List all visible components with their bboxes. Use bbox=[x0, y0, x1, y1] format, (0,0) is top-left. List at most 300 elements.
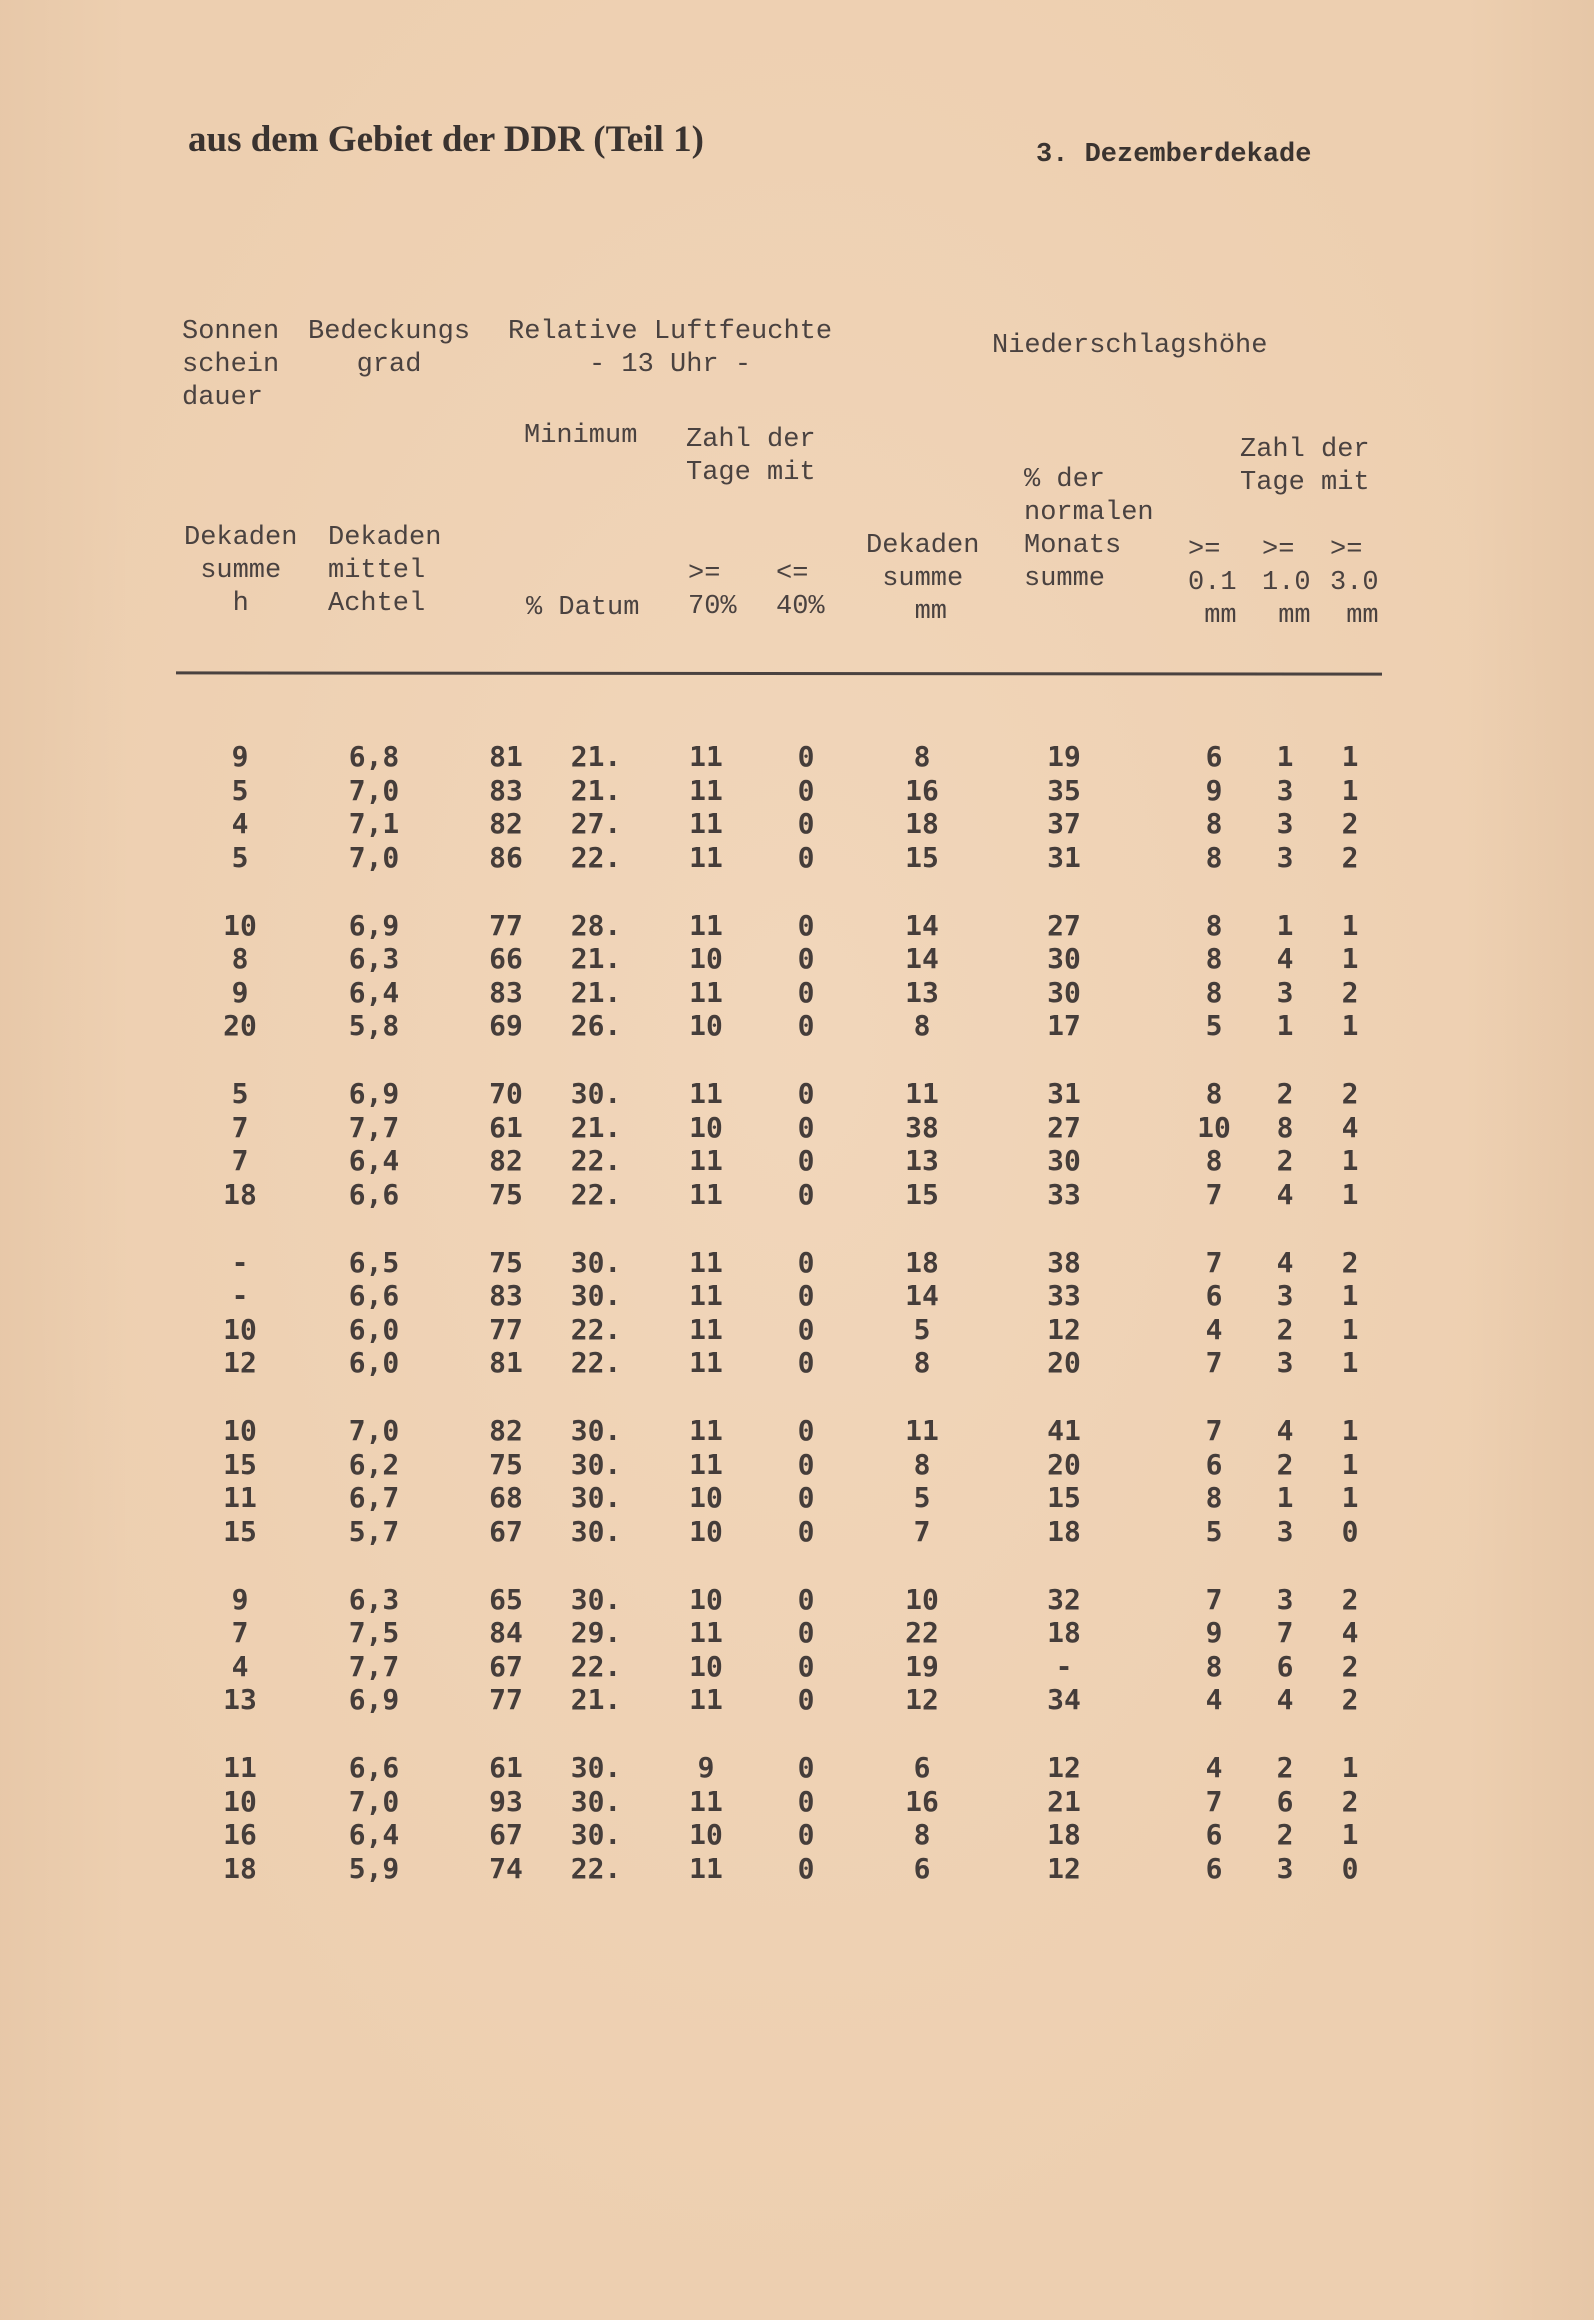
cell-bedeckung-mittel: 7,0 bbox=[348, 840, 400, 874]
cell-tage-ge01: 6 bbox=[1205, 1818, 1223, 1852]
cell-tage-ge70: 11 bbox=[689, 908, 723, 942]
cell-prozent-normal: 18 bbox=[1047, 1616, 1081, 1650]
cell-tage-ge10: 1 bbox=[1276, 740, 1294, 773]
header-niederschlag: Niederschlagshöhe bbox=[992, 331, 1268, 361]
cell-sonnen-summe: 5 bbox=[231, 840, 249, 874]
cell-tage-le40: 0 bbox=[797, 942, 815, 976]
cell-nied-summe: 15 bbox=[905, 840, 939, 874]
cell-prozent-normal: 33 bbox=[1047, 1177, 1081, 1211]
cell-prozent-normal: 30 bbox=[1047, 975, 1081, 1009]
cell-sonnen-summe: 8 bbox=[231, 942, 249, 976]
cell-prozent-normal: 12 bbox=[1047, 1751, 1081, 1784]
cell-tage-le40: 0 bbox=[797, 1851, 815, 1885]
cell-tage-ge01: 5 bbox=[1205, 1514, 1223, 1548]
cell-tage-le40: 0 bbox=[797, 1616, 815, 1650]
cell-tage-ge70: 9 bbox=[697, 1751, 715, 1784]
cell-nied-summe: 16 bbox=[905, 1784, 939, 1818]
cell-tage-ge10: 4 bbox=[1276, 1414, 1294, 1447]
cell-tage-ge30: 1 bbox=[1341, 1144, 1359, 1178]
cell-minimum-datum: 30. bbox=[570, 1818, 622, 1852]
cell-nied-summe: 16 bbox=[905, 773, 939, 807]
cell-minimum-datum: 30. bbox=[570, 1582, 622, 1616]
header-bedeckung: Bedeckungs grad bbox=[308, 317, 471, 380]
header-ge30: >= 3.0 mm bbox=[1330, 535, 1379, 631]
cell-minimum-prozent: 69 bbox=[489, 1009, 523, 1043]
cell-tage-ge70: 11 bbox=[689, 1851, 723, 1885]
cell-tage-ge10: 3 bbox=[1276, 1851, 1294, 1885]
cell-minimum-prozent: 75 bbox=[489, 1447, 523, 1481]
cell-bedeckung-mittel: 6,0 bbox=[348, 1346, 400, 1380]
cell-tage-ge30: 1 bbox=[1341, 1751, 1359, 1784]
cell-minimum-datum: 30. bbox=[570, 1077, 622, 1110]
cell-tage-ge01: 7 bbox=[1205, 1582, 1223, 1616]
cell-minimum-datum: 22. bbox=[570, 840, 622, 874]
cell-tage-le40: 0 bbox=[797, 1751, 815, 1784]
cell-bedeckung-mittel: 7,0 bbox=[348, 1414, 400, 1447]
cell-tage-ge70: 10 bbox=[689, 942, 723, 976]
cell-minimum-prozent: 82 bbox=[489, 1144, 523, 1178]
cell-bedeckung-mittel: 5,9 bbox=[348, 1851, 400, 1885]
cell-prozent-normal: 30 bbox=[1047, 942, 1081, 976]
cell-tage-ge30: 1 bbox=[1341, 908, 1359, 942]
cell-sonnen-summe: - bbox=[231, 1279, 249, 1313]
cell-prozent-normal: 17 bbox=[1047, 1009, 1081, 1043]
cell-nied-summe: 5 bbox=[913, 1481, 931, 1515]
cell-prozent-normal: 15 bbox=[1047, 1481, 1081, 1515]
cell-prozent-normal: 20 bbox=[1047, 1447, 1081, 1481]
cell-minimum-prozent: 67 bbox=[489, 1649, 523, 1683]
cell-bedeckung-mittel: 6,9 bbox=[348, 1077, 400, 1110]
cell-nied-summe: 6 bbox=[913, 1851, 931, 1885]
cell-minimum-datum: 22. bbox=[570, 1144, 622, 1178]
cell-minimum-datum: 30. bbox=[570, 1784, 622, 1818]
cell-nied-summe: 11 bbox=[905, 1077, 939, 1110]
cell-tage-le40: 0 bbox=[797, 1514, 815, 1548]
header-prozent-datum: % Datum bbox=[526, 593, 640, 623]
cell-nied-summe: 13 bbox=[905, 975, 939, 1009]
cell-minimum-datum: 30. bbox=[570, 1414, 622, 1447]
cell-minimum-prozent: 61 bbox=[489, 1751, 523, 1784]
cell-minimum-prozent: 93 bbox=[489, 1784, 523, 1818]
cell-tage-ge30: 2 bbox=[1341, 975, 1359, 1009]
cell-tage-ge01: 8 bbox=[1205, 942, 1223, 976]
cell-nied-summe: 8 bbox=[913, 740, 931, 773]
cell-prozent-normal: 27 bbox=[1047, 1110, 1081, 1144]
cell-nied-summe: 14 bbox=[905, 942, 939, 976]
cell-prozent-normal: 37 bbox=[1047, 807, 1081, 841]
cell-tage-ge10: 2 bbox=[1276, 1144, 1294, 1178]
cell-minimum-prozent: 83 bbox=[489, 1279, 523, 1313]
cell-tage-ge01: 7 bbox=[1205, 1177, 1223, 1211]
cell-tage-ge70: 10 bbox=[689, 1818, 723, 1852]
cell-tage-ge01: 6 bbox=[1205, 1279, 1223, 1313]
cell-bedeckung-mittel: 6,4 bbox=[348, 975, 400, 1009]
cell-tage-ge01: 8 bbox=[1205, 1144, 1223, 1178]
cell-bedeckung-mittel: 6,4 bbox=[348, 1144, 400, 1178]
cell-nied-summe: 13 bbox=[905, 1144, 939, 1178]
cell-tage-le40: 0 bbox=[797, 1818, 815, 1852]
cell-prozent-normal: 12 bbox=[1047, 1851, 1081, 1885]
cell-nied-summe: 14 bbox=[905, 1279, 939, 1313]
cell-minimum-prozent: 65 bbox=[489, 1582, 523, 1616]
cell-sonnen-summe: 7 bbox=[231, 1616, 249, 1650]
cell-nied-summe: 5 bbox=[913, 1312, 931, 1346]
cell-minimum-datum: 22. bbox=[570, 1851, 622, 1885]
cell-tage-ge70: 10 bbox=[689, 1110, 723, 1144]
cell-sonnen-summe: 18 bbox=[223, 1177, 257, 1211]
cell-tage-le40: 0 bbox=[797, 840, 815, 874]
cell-minimum-prozent: 61 bbox=[489, 1110, 523, 1144]
cell-tage-ge10: 1 bbox=[1276, 908, 1294, 942]
cell-tage-le40: 0 bbox=[797, 1245, 815, 1279]
cell-tage-ge01: 7 bbox=[1205, 1784, 1223, 1818]
cell-minimum-datum: 30. bbox=[570, 1751, 622, 1784]
cell-sonnen-summe: 18 bbox=[223, 1851, 257, 1885]
cell-prozent-normal: 21 bbox=[1047, 1784, 1081, 1818]
cell-nied-summe: 8 bbox=[913, 1447, 931, 1481]
cell-minimum-prozent: 70 bbox=[489, 1077, 523, 1110]
cell-minimum-prozent: 75 bbox=[489, 1177, 523, 1211]
cell-nied-summe: 12 bbox=[905, 1683, 939, 1717]
cell-minimum-datum: 21. bbox=[570, 1110, 622, 1144]
cell-sonnen-summe: 5 bbox=[231, 773, 249, 807]
cell-minimum-datum: 26. bbox=[570, 1009, 622, 1043]
cell-prozent-normal: 31 bbox=[1047, 840, 1081, 874]
cell-minimum-datum: 21. bbox=[570, 773, 622, 807]
cell-minimum-prozent: 74 bbox=[489, 1851, 523, 1885]
header-le40: <= 40% bbox=[776, 559, 825, 622]
cell-nied-summe: 7 bbox=[913, 1514, 931, 1548]
cell-minimum-prozent: 75 bbox=[489, 1245, 523, 1279]
cell-sonnen-summe: 4 bbox=[231, 807, 249, 841]
cell-tage-ge01: 5 bbox=[1205, 1009, 1223, 1043]
cell-tage-ge70: 11 bbox=[689, 975, 723, 1009]
cell-minimum-datum: 30. bbox=[570, 1514, 622, 1548]
cell-minimum-datum: 21. bbox=[570, 740, 622, 773]
cell-tage-ge01: 4 bbox=[1205, 1751, 1223, 1784]
cell-tage-ge01: 6 bbox=[1205, 740, 1223, 773]
cell-sonnen-summe: 13 bbox=[223, 1683, 257, 1717]
cell-tage-ge70: 11 bbox=[689, 1312, 723, 1346]
cell-minimum-datum: 22. bbox=[570, 1649, 622, 1683]
cell-nied-summe: 14 bbox=[905, 908, 939, 942]
cell-tage-ge10: 3 bbox=[1276, 1279, 1294, 1313]
cell-tage-ge01: 8 bbox=[1205, 840, 1223, 874]
cell-tage-ge10: 2 bbox=[1276, 1818, 1294, 1852]
cell-minimum-prozent: 77 bbox=[489, 1683, 523, 1717]
cell-prozent-normal: 12 bbox=[1047, 1312, 1081, 1346]
cell-bedeckung-mittel: 7,0 bbox=[348, 1784, 400, 1818]
cell-sonnen-summe: 20 bbox=[223, 1009, 257, 1043]
cell-tage-ge10: 6 bbox=[1276, 1784, 1294, 1818]
cell-tage-ge01: 9 bbox=[1205, 773, 1223, 807]
cell-bedeckung-mittel: 7,1 bbox=[348, 807, 400, 841]
cell-minimum-prozent: 82 bbox=[489, 807, 523, 841]
cell-tage-ge70: 11 bbox=[689, 1414, 723, 1447]
cell-tage-ge10: 4 bbox=[1276, 1683, 1294, 1717]
cell-sonnen-summe: 11 bbox=[223, 1751, 257, 1784]
cell-tage-ge01: 4 bbox=[1205, 1683, 1223, 1717]
cell-minimum-datum: 21. bbox=[570, 1683, 622, 1717]
header-ge01: >= 0.1 mm bbox=[1188, 535, 1237, 631]
cell-prozent-normal: 18 bbox=[1047, 1818, 1081, 1852]
cell-minimum-prozent: 67 bbox=[489, 1818, 523, 1852]
cell-tage-ge30: 1 bbox=[1341, 1447, 1359, 1481]
cell-tage-ge70: 10 bbox=[689, 1009, 723, 1043]
cell-bedeckung-mittel: 6,3 bbox=[348, 942, 400, 976]
cell-tage-ge30: 1 bbox=[1341, 942, 1359, 976]
cell-bedeckung-mittel: 7,5 bbox=[348, 1616, 400, 1650]
cell-tage-ge30: 1 bbox=[1341, 1481, 1359, 1515]
cell-minimum-datum: 30. bbox=[570, 1279, 622, 1313]
cell-bedeckung-mittel: 5,8 bbox=[348, 1009, 400, 1043]
cell-tage-ge01: 9 bbox=[1205, 1616, 1223, 1650]
cell-prozent-normal: 34 bbox=[1047, 1683, 1081, 1717]
header-minimum: Minimum bbox=[524, 421, 638, 451]
cell-tage-ge30: 2 bbox=[1341, 1649, 1359, 1683]
cell-prozent-normal: 33 bbox=[1047, 1279, 1081, 1313]
cell-tage-le40: 0 bbox=[797, 807, 815, 841]
cell-minimum-datum: 30. bbox=[570, 1447, 622, 1481]
cell-tage-ge30: 0 bbox=[1341, 1851, 1359, 1885]
cell-minimum-prozent: 83 bbox=[489, 975, 523, 1009]
cell-nied-summe: 8 bbox=[913, 1009, 931, 1043]
header-zahl-tage-feuchte: Zahl der Tage mit bbox=[686, 425, 816, 488]
cell-bedeckung-mittel: 6,6 bbox=[348, 1177, 400, 1211]
cell-tage-ge70: 11 bbox=[689, 1077, 723, 1110]
cell-tage-ge70: 11 bbox=[689, 1616, 723, 1650]
cell-minimum-prozent: 81 bbox=[489, 1346, 523, 1380]
document-title: aus dem Gebiet der DDR (Teil 1) bbox=[188, 119, 704, 160]
cell-tage-ge01: 8 bbox=[1205, 1649, 1223, 1683]
cell-tage-ge10: 3 bbox=[1276, 975, 1294, 1009]
cell-tage-ge30: 2 bbox=[1341, 807, 1359, 841]
cell-nied-summe: 38 bbox=[905, 1110, 939, 1144]
cell-tage-ge30: 1 bbox=[1341, 1818, 1359, 1852]
cell-tage-le40: 0 bbox=[797, 1649, 815, 1683]
cell-minimum-datum: 22. bbox=[570, 1346, 622, 1380]
cell-minimum-datum: 22. bbox=[570, 1177, 622, 1211]
cell-sonnen-summe: 9 bbox=[231, 740, 249, 773]
cell-tage-ge10: 8 bbox=[1276, 1110, 1294, 1144]
cell-sonnen-summe: 5 bbox=[231, 1077, 249, 1110]
decade-title: 3. Dezemberdekade bbox=[1036, 140, 1312, 170]
cell-nied-summe: 8 bbox=[913, 1346, 931, 1380]
cell-sonnen-summe: 7 bbox=[231, 1144, 249, 1178]
cell-tage-ge10: 3 bbox=[1276, 1514, 1294, 1548]
cell-tage-ge70: 10 bbox=[689, 1514, 723, 1548]
cell-tage-ge70: 11 bbox=[689, 807, 723, 841]
cell-sonnen-summe: 12 bbox=[223, 1346, 257, 1380]
header-ge10: >= 1.0 mm bbox=[1262, 535, 1311, 631]
cell-nied-summe: 19 bbox=[905, 1649, 939, 1683]
cell-minimum-datum: 28. bbox=[570, 908, 622, 942]
cell-tage-ge30: 1 bbox=[1341, 1346, 1359, 1380]
cell-tage-ge10: 3 bbox=[1276, 840, 1294, 874]
cell-minimum-datum: 27. bbox=[570, 807, 622, 841]
cell-tage-ge10: 2 bbox=[1276, 1312, 1294, 1346]
cell-nied-summe: 22 bbox=[905, 1616, 939, 1650]
cell-sonnen-summe: 11 bbox=[223, 1481, 257, 1515]
cell-tage-ge01: 7 bbox=[1205, 1414, 1223, 1447]
cell-minimum-prozent: 82 bbox=[489, 1414, 523, 1447]
cell-tage-ge01: 4 bbox=[1205, 1312, 1223, 1346]
cell-tage-le40: 0 bbox=[797, 1077, 815, 1110]
cell-nied-summe: 6 bbox=[913, 1751, 931, 1784]
cell-tage-ge10: 4 bbox=[1276, 1177, 1294, 1211]
cell-prozent-normal: - bbox=[1055, 1649, 1073, 1683]
cell-tage-le40: 0 bbox=[797, 1177, 815, 1211]
cell-prozent-normal: 38 bbox=[1047, 1245, 1081, 1279]
cell-minimum-prozent: 66 bbox=[489, 942, 523, 976]
cell-tage-ge70: 11 bbox=[689, 740, 723, 773]
cell-tage-ge70: 11 bbox=[689, 1245, 723, 1279]
cell-minimum-datum: 22. bbox=[570, 1312, 622, 1346]
cell-tage-le40: 0 bbox=[797, 1447, 815, 1481]
cell-tage-ge01: 8 bbox=[1205, 1077, 1223, 1110]
cell-sonnen-summe: 9 bbox=[231, 975, 249, 1009]
cell-minimum-datum: 21. bbox=[570, 942, 622, 976]
cell-tage-ge10: 2 bbox=[1276, 1447, 1294, 1481]
cell-tage-ge30: 1 bbox=[1341, 1279, 1359, 1313]
cell-nied-summe: 10 bbox=[905, 1582, 939, 1616]
cell-prozent-normal: 30 bbox=[1047, 1144, 1081, 1178]
cell-minimum-datum: 29. bbox=[570, 1616, 622, 1650]
cell-tage-ge70: 11 bbox=[689, 840, 723, 874]
cell-tage-ge01: 10 bbox=[1197, 1110, 1231, 1144]
cell-minimum-prozent: 86 bbox=[489, 840, 523, 874]
cell-minimum-datum: 30. bbox=[570, 1245, 622, 1279]
cell-minimum-prozent: 68 bbox=[489, 1481, 523, 1515]
cell-sonnen-summe: 4 bbox=[231, 1649, 249, 1683]
cell-tage-ge30: 2 bbox=[1341, 1582, 1359, 1616]
cell-tage-le40: 0 bbox=[797, 908, 815, 942]
cell-tage-ge30: 1 bbox=[1341, 1177, 1359, 1211]
cell-tage-le40: 0 bbox=[797, 1346, 815, 1380]
cell-tage-ge01: 7 bbox=[1205, 1245, 1223, 1279]
cell-sonnen-summe: - bbox=[231, 1245, 249, 1279]
cell-tage-ge10: 4 bbox=[1276, 1245, 1294, 1279]
cell-tage-ge30: 4 bbox=[1341, 1110, 1359, 1144]
header-luftfeuchte: Relative Luftfeuchte - 13 Uhr - bbox=[508, 317, 833, 380]
cell-minimum-prozent: 67 bbox=[489, 1514, 523, 1548]
cell-tage-ge10: 1 bbox=[1276, 1009, 1294, 1043]
cell-tage-ge30: 2 bbox=[1341, 1683, 1359, 1717]
cell-bedeckung-mittel: 7,0 bbox=[348, 773, 400, 807]
cell-bedeckung-mittel: 6,3 bbox=[348, 1582, 400, 1616]
cell-sonnen-summe: 10 bbox=[223, 1784, 257, 1818]
cell-tage-ge70: 11 bbox=[689, 1279, 723, 1313]
cell-bedeckung-mittel: 7,7 bbox=[348, 1649, 400, 1683]
cell-tage-ge01: 8 bbox=[1205, 908, 1223, 942]
header-prozent-normal: % der normalen Monats summe bbox=[1024, 465, 1154, 594]
cell-tage-ge01: 6 bbox=[1205, 1447, 1223, 1481]
header-divider-rule bbox=[176, 671, 1382, 675]
cell-nied-summe: 18 bbox=[905, 1245, 939, 1279]
cell-tage-ge70: 11 bbox=[689, 1144, 723, 1178]
cell-tage-le40: 0 bbox=[797, 1582, 815, 1616]
cell-tage-ge30: 1 bbox=[1341, 1009, 1359, 1043]
cell-tage-le40: 0 bbox=[797, 773, 815, 807]
cell-tage-ge30: 2 bbox=[1341, 1245, 1359, 1279]
cell-tage-ge70: 11 bbox=[689, 1447, 723, 1481]
cell-bedeckung-mittel: 6,9 bbox=[348, 908, 400, 942]
cell-tage-le40: 0 bbox=[797, 1414, 815, 1447]
cell-tage-ge01: 8 bbox=[1205, 975, 1223, 1009]
cell-tage-le40: 0 bbox=[797, 1279, 815, 1313]
cell-tage-ge10: 2 bbox=[1276, 1751, 1294, 1784]
cell-prozent-normal: 31 bbox=[1047, 1077, 1081, 1110]
cell-tage-ge10: 3 bbox=[1276, 807, 1294, 841]
cell-minimum-prozent: 77 bbox=[489, 1312, 523, 1346]
cell-tage-ge10: 3 bbox=[1276, 1346, 1294, 1380]
cell-tage-ge70: 11 bbox=[689, 1177, 723, 1211]
cell-tage-ge10: 3 bbox=[1276, 1582, 1294, 1616]
cell-tage-le40: 0 bbox=[797, 975, 815, 1009]
cell-tage-ge10: 1 bbox=[1276, 1481, 1294, 1515]
header-ge70: >= 70% bbox=[688, 559, 737, 622]
header-zahl-tage-nied: Zahl der Tage mit bbox=[1240, 435, 1370, 498]
cell-prozent-normal: 32 bbox=[1047, 1582, 1081, 1616]
cell-tage-ge10: 4 bbox=[1276, 942, 1294, 976]
cell-bedeckung-mittel: 6,4 bbox=[348, 1818, 400, 1852]
header-bedeckung-unit: Dekaden mittel Achtel bbox=[328, 523, 442, 619]
header-sonnen-unit: Dekaden summe h bbox=[184, 523, 298, 619]
cell-tage-ge10: 2 bbox=[1276, 1077, 1294, 1110]
cell-tage-ge10: 6 bbox=[1276, 1649, 1294, 1683]
cell-bedeckung-mittel: 6,6 bbox=[348, 1751, 400, 1784]
cell-prozent-normal: 20 bbox=[1047, 1346, 1081, 1380]
cell-tage-ge30: 2 bbox=[1341, 1077, 1359, 1110]
cell-tage-ge70: 11 bbox=[689, 1784, 723, 1818]
cell-minimum-datum: 21. bbox=[570, 975, 622, 1009]
cell-tage-ge30: 1 bbox=[1341, 740, 1359, 773]
cell-tage-le40: 0 bbox=[797, 1784, 815, 1818]
cell-bedeckung-mittel: 6,9 bbox=[348, 1683, 400, 1717]
cell-minimum-datum: 30. bbox=[570, 1481, 622, 1515]
cell-tage-le40: 0 bbox=[797, 1110, 815, 1144]
cell-prozent-normal: 19 bbox=[1047, 740, 1081, 773]
cell-tage-le40: 0 bbox=[797, 1683, 815, 1717]
cell-bedeckung-mittel: 6,6 bbox=[348, 1279, 400, 1313]
cell-tage-ge30: 1 bbox=[1341, 1312, 1359, 1346]
cell-sonnen-summe: 10 bbox=[223, 1414, 257, 1447]
cell-prozent-normal: 41 bbox=[1047, 1414, 1081, 1447]
cell-tage-ge30: 4 bbox=[1341, 1616, 1359, 1650]
cell-tage-ge01: 7 bbox=[1205, 1346, 1223, 1380]
cell-tage-le40: 0 bbox=[797, 1009, 815, 1043]
cell-sonnen-summe: 15 bbox=[223, 1447, 257, 1481]
cell-bedeckung-mittel: 5,7 bbox=[348, 1514, 400, 1548]
cell-tage-ge01: 8 bbox=[1205, 1481, 1223, 1515]
cell-sonnen-summe: 9 bbox=[231, 1582, 249, 1616]
cell-nied-summe: 11 bbox=[905, 1414, 939, 1447]
cell-tage-ge01: 6 bbox=[1205, 1851, 1223, 1885]
cell-sonnen-summe: 15 bbox=[223, 1514, 257, 1548]
cell-tage-ge30: 0 bbox=[1341, 1514, 1359, 1548]
cell-bedeckung-mittel: 6,5 bbox=[348, 1245, 400, 1279]
cell-nied-summe: 15 bbox=[905, 1177, 939, 1211]
cell-bedeckung-mittel: 6,0 bbox=[348, 1312, 400, 1346]
cell-prozent-normal: 18 bbox=[1047, 1514, 1081, 1548]
cell-bedeckung-mittel: 6,8 bbox=[348, 740, 400, 773]
cell-tage-ge70: 11 bbox=[689, 1683, 723, 1717]
cell-bedeckung-mittel: 6,7 bbox=[348, 1481, 400, 1515]
header-nied-summe: Dekaden summe mm bbox=[866, 531, 980, 627]
cell-minimum-prozent: 77 bbox=[489, 908, 523, 942]
cell-tage-le40: 0 bbox=[797, 740, 815, 773]
cell-prozent-normal: 27 bbox=[1047, 908, 1081, 942]
